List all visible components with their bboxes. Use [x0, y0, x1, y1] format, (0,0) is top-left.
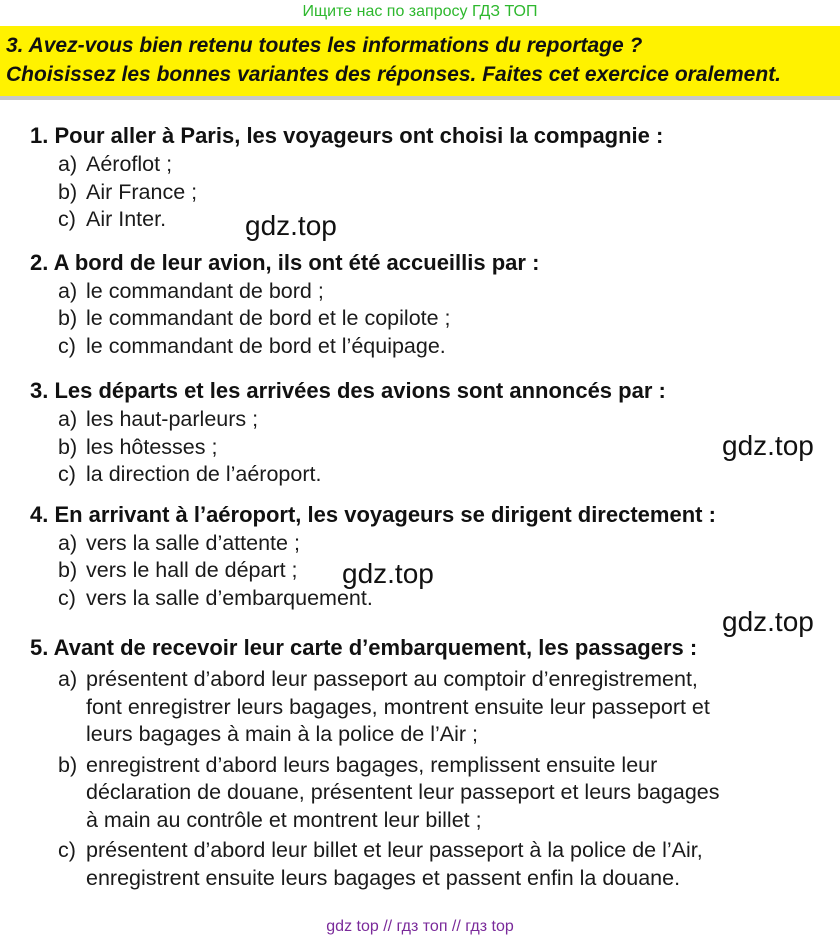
option-letter: a) [58, 152, 78, 176]
answer-option [30, 752, 835, 835]
option-letter: c) [58, 585, 76, 610]
watermark: gdz.top [245, 210, 337, 241]
option-letter: a) [58, 530, 78, 555]
option-letter: b) [58, 434, 78, 459]
option-text: les haut-parleurs ; [86, 407, 259, 431]
answer-option [30, 837, 835, 892]
option-text-line: leurs bagages à main à la police de l’Air ; [86, 722, 478, 746]
option-text-line: présentent d’abord leur passeport au comptoir d’enregistrement, [86, 667, 698, 691]
question-title: 2. A bord de leur avion, ils ont été accueillis par : [30, 249, 540, 275]
exercise-instruction-line-2: Choisissez les bonnes variantes des réponses. Faites cet exercice oralement. [6, 63, 782, 86]
answer-option [30, 278, 835, 306]
option-letter: a) [58, 278, 78, 303]
option-letter: c) [58, 838, 76, 862]
option-text-line: présentent d’abord leur billet et leur passeport à la police de l’Air, [86, 838, 703, 862]
option-letter: c) [58, 333, 76, 358]
option-text-line: font enregistrer leurs bagages, montrent ensuite leur passeport et [86, 694, 710, 719]
option-letter: c) [58, 462, 76, 486]
option-text: vers la salle d’embarquement. [86, 585, 373, 610]
answer-option [30, 461, 835, 489]
option-text: le commandant de bord ; [86, 278, 324, 303]
question-title: 1. Pour aller à Paris, les voyageurs ont choisi la compagnie : [30, 123, 664, 148]
question-3 [30, 376, 835, 489]
top-search-hint[interactable]: Ищите нас по запросу ГДЗ ТОП [302, 3, 538, 20]
option-letter: c) [58, 207, 76, 231]
option-text-line: déclaration de douane, présentent leur passeport et leurs bagages [86, 780, 720, 804]
watermark: gdz.top [722, 606, 814, 637]
option-letter: a) [58, 407, 78, 431]
option-text-line: à main au contrôle et montrent leur billet ; [86, 807, 482, 832]
answer-option [30, 151, 835, 179]
answer-option [30, 206, 835, 234]
banner-divider [0, 96, 840, 100]
option-text: la direction de l’aéroport. [86, 462, 322, 486]
option-text: Air Inter. [86, 207, 167, 231]
answer-option [30, 530, 835, 558]
option-text: le commandant de bord et le copilote ; [86, 306, 451, 330]
question-title: 4. En arrivant à l’aéroport, les voyageurs se dirigent directement : [30, 501, 716, 527]
option-text: le commandant de bord et l’équipage. [86, 333, 446, 358]
questions-list [30, 121, 835, 895]
option-text-line: enregistrent d’abord leurs bagages, remplissent ensuite leur [86, 752, 658, 777]
option-text: les hôtesses ; [86, 434, 218, 459]
watermark: gdz.top [342, 558, 434, 589]
answer-option [30, 179, 835, 207]
option-text: vers le hall de départ ; [86, 558, 298, 582]
question-1 [30, 121, 835, 234]
option-text: Air France ; [86, 179, 198, 204]
exercise-instruction-line-1: 3. Avez-vous bien retenu toutes les informations du reportage ? [6, 34, 643, 57]
answer-option [30, 305, 835, 333]
option-letter: b) [58, 558, 78, 582]
question-title: 5. Avant de recevoir leur carte d’embarquement, les passagers : [30, 635, 698, 660]
option-letter: b) [58, 179, 78, 204]
answer-option [30, 333, 835, 361]
watermark: gdz.top [722, 430, 814, 461]
answer-option [30, 666, 835, 749]
option-letter: b) [58, 306, 78, 330]
question-4 [30, 500, 835, 613]
option-letter: a) [58, 667, 78, 691]
question-2 [30, 248, 835, 361]
question-title: 3. Les départs et les arrivées des avions sont annoncés par : [30, 378, 666, 403]
question-5 [30, 633, 835, 892]
footer-link[interactable]: gdz top // гдз топ // гдз top [326, 918, 514, 935]
option-text: vers la salle d’attente ; [86, 530, 300, 555]
option-text-line: enregistrent ensuite leurs bagages et passent enfin la douane. [86, 865, 681, 890]
option-text: Aéroflot ; [86, 152, 173, 176]
option-letter: b) [58, 752, 78, 777]
exercise-banner [0, 26, 840, 96]
answer-option [30, 434, 835, 462]
answer-option [30, 406, 835, 434]
